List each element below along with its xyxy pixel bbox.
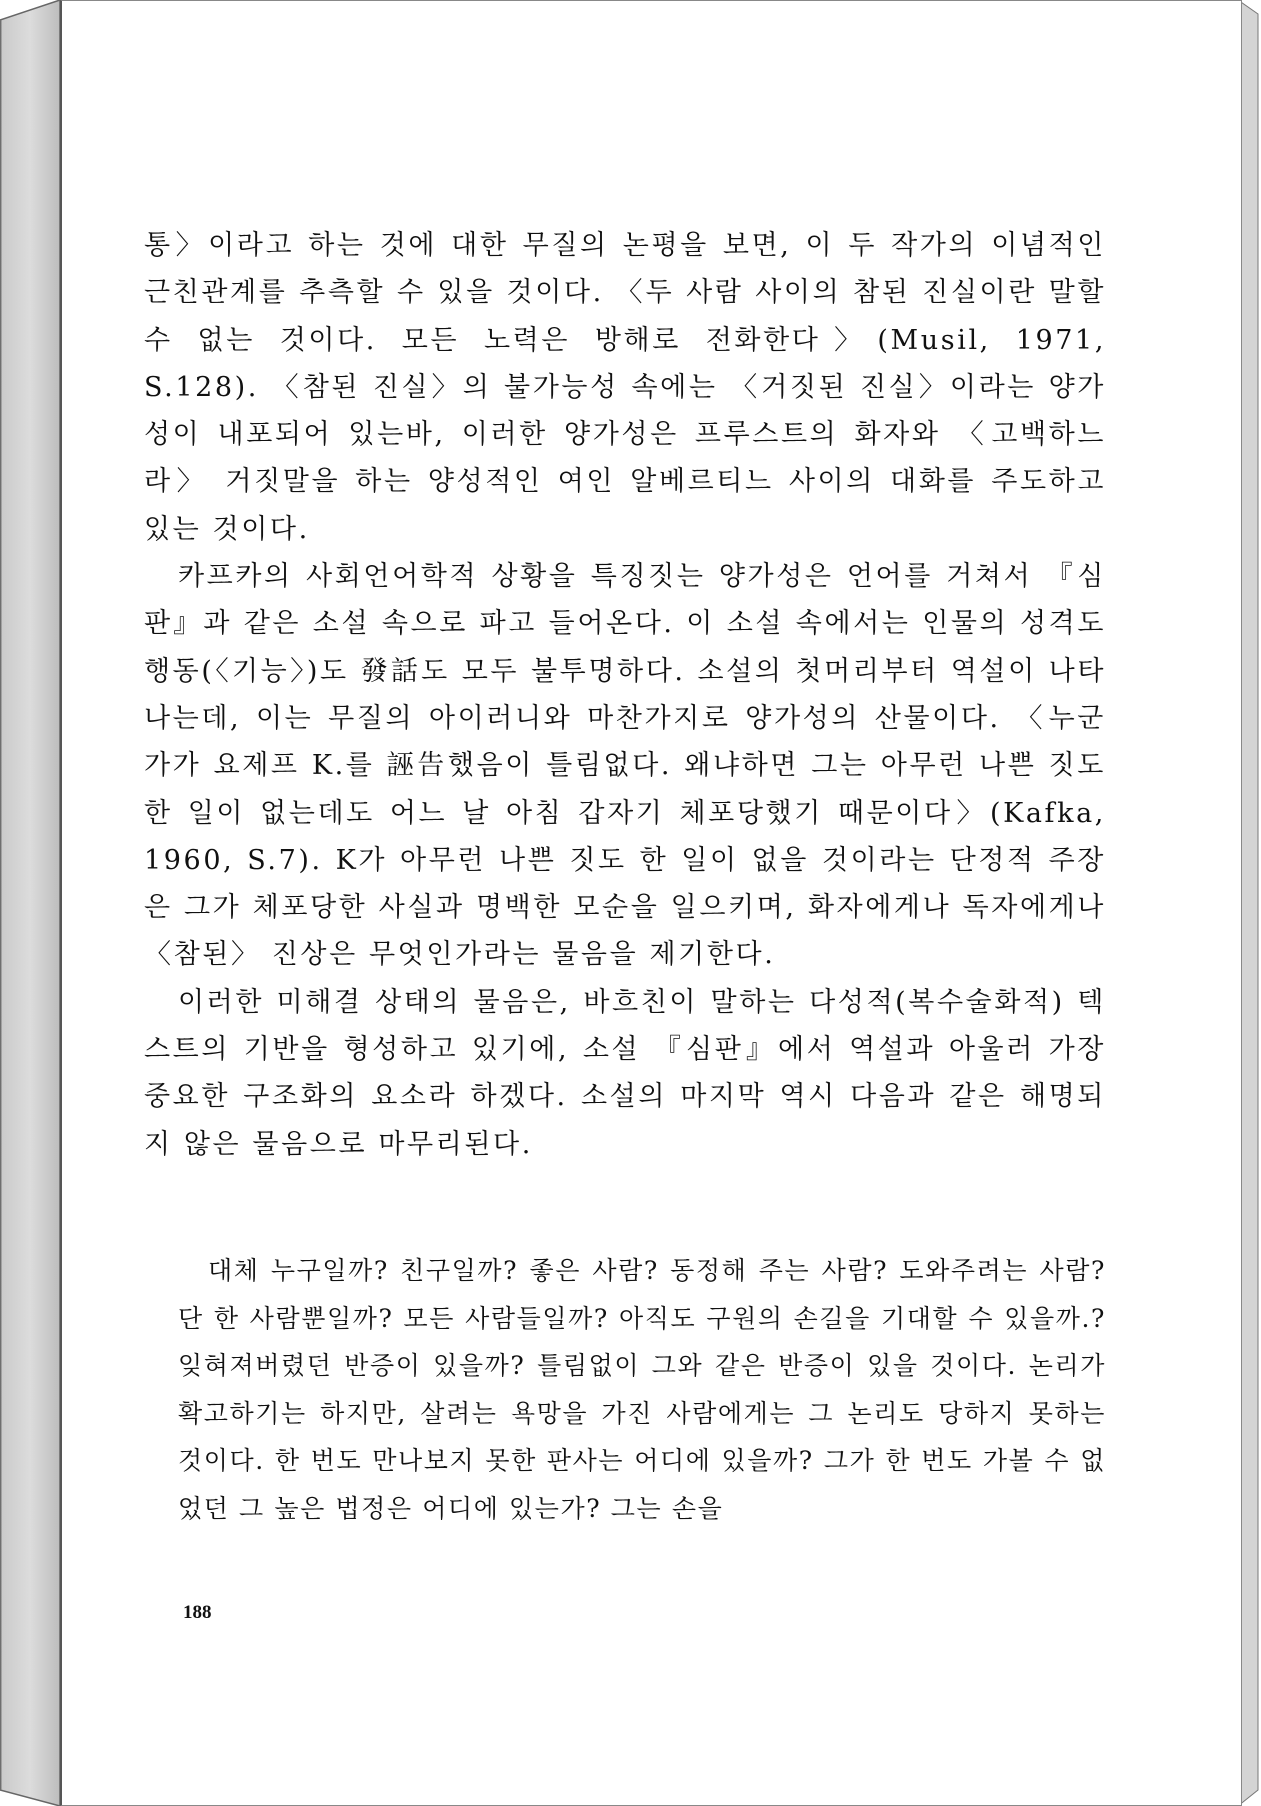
block-quote bbox=[178, 1247, 1106, 1533]
paragraph-2: 카프카의 사회언어학적 상황을 특징짓는 양가성은 언어를 거쳐서 『심판』과 같은 소설 속으로 파고 들어온다. 이 소설 속에서는 인물의 성격도 행동(〈기능〉)도 發話도 모두 불투명하다. 소설의 첫머리부터 역설이 나타나는데, 이는 무질의 아이러니와 마찬가지로 양가성의 산물이다. 〈누군가가 요제프 K.를 誣告했음이 틀림없다. 왜냐하면 그는 아무런 나쁜 짓도 한 일이 없는데도 어느 날 아침 갑자기 체포당했기 때문이다〉(Kafka, 1960, S.7). K가 아무런 나쁜 짓도 한 일이 없을 것이라는 단정적 주장은 그가 체포당한 사실과 명백한 모순을 일으키며, 화자에게나 독자에게나 〈참된〉 진상은 무엇인가라는 물음을 제기한다. bbox=[144, 561, 1106, 971]
paragraph-3: 이러한 미해결 상태의 물음은, 바흐친이 말하는 다성적(복수술화적) 텍스트의 기반을 형성하고 있기에, 소설 『심판』에서 역설과 아울러 가장 중요한 구조화의 요소라 하겠다. 소설의 마지막 역시 다음과 같은 해명되지 않은 물음으로 마무리된다. bbox=[144, 986, 1106, 1160]
page-number: 188 bbox=[183, 1602, 212, 1623]
book-spine-edge bbox=[0, 0, 62, 1806]
body-text bbox=[144, 222, 1106, 1168]
quote-paragraph: 대체 누구일까? 친구일까? 좋은 사람? 동정해 주는 사람? 도와주려는 사람? 단 한 사람뿐일까? 모든 사람들일까? 아직도 구원의 손길을 기대할 수 있을까.? 잊혀져버렸던 반증이 있을까? 틀림없이 그와 같은 반증이 있을 것이다. 논리가 확고하기는 하지만, 살려는 욕망을 가진 사람에게는 그 논리도 당하지 못하는 것이다. 한 번도 만나보지 못한 판사는 어디에 있을까? 그가 한 번도 가볼 수 없었던 그 높은 법정은 어디에 있는가? 그는 손을 bbox=[178, 1256, 1106, 1523]
paragraph-1: 통〉이라고 하는 것에 대한 무질의 논평을 보면, 이 두 작가의 이념적인 근친관계를 추측할 수 있을 것이다. 〈두 사람 사이의 참된 진실이란 말할 수 없는 것이다. 모든 노력은 방해로 전화한다〉(Musil, 1971, S.128). 〈참된 진실〉의 불가능성 속에는 〈거짓된 진실〉이라는 양가성이 내포되어 있는바, 이러한 양가성은 프루스트의 화자와 〈고백하느라〉 거짓말을 하는 양성적인 여인 알베르티느 사이의 대화를 주도하고 있는 것이다. bbox=[144, 230, 1106, 545]
